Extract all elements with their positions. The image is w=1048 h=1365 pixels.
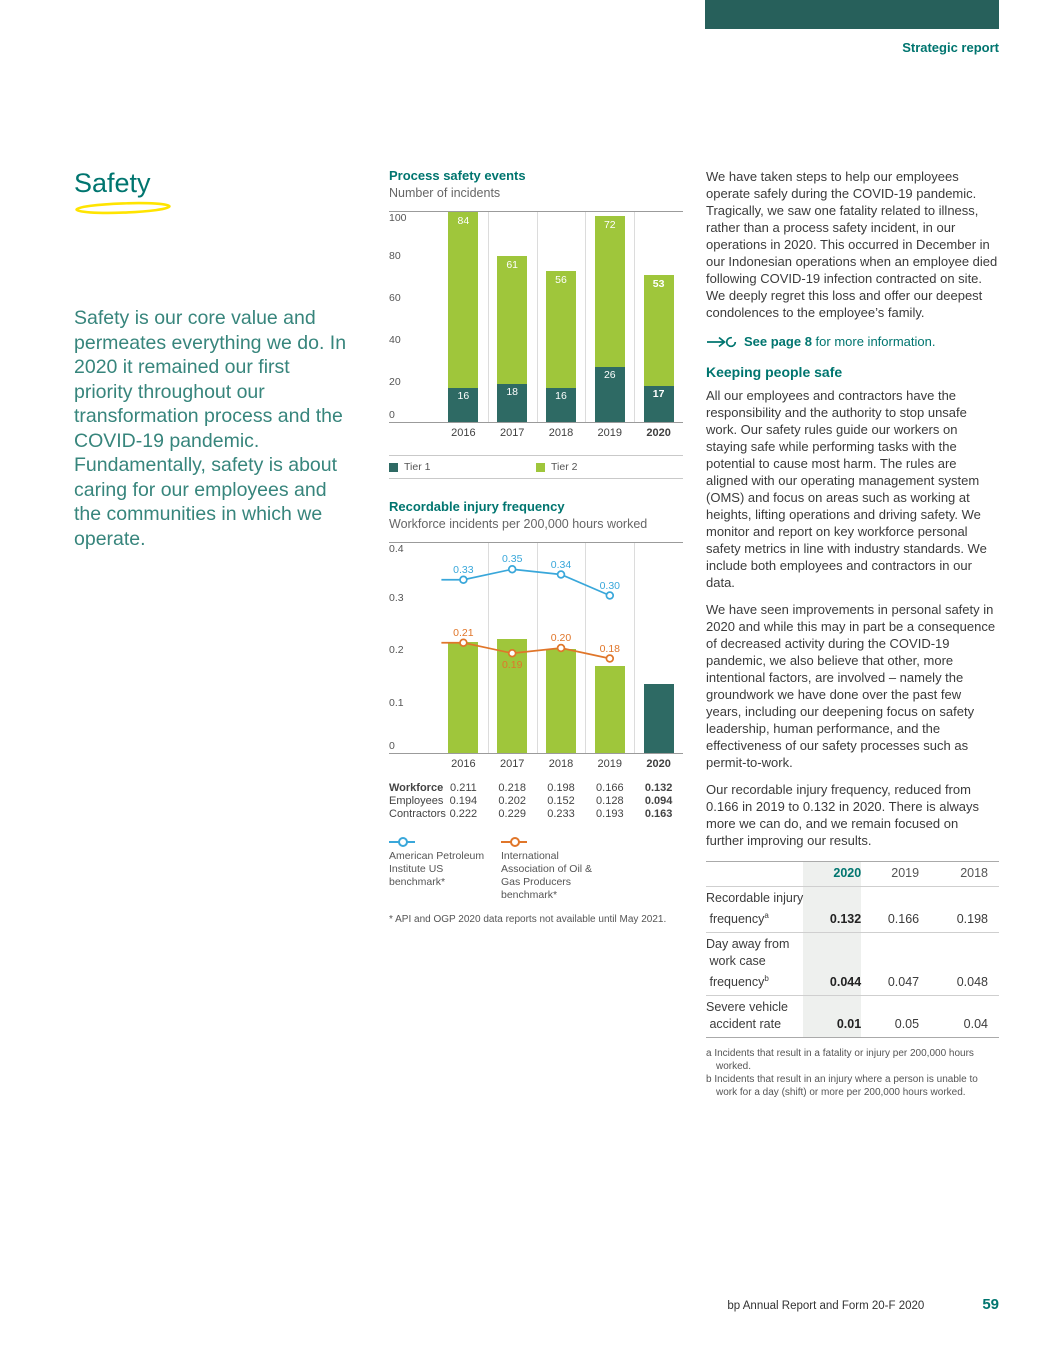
axis-tick-label: 20: [389, 376, 401, 388]
grid-line: [585, 212, 586, 422]
legend-line-marker: [389, 837, 419, 847]
row-value: 0.166: [596, 782, 624, 794]
point-value-label: 0.21: [453, 626, 474, 639]
bar-line-plot: [389, 542, 683, 754]
grid-line: [634, 212, 635, 422]
point-value-label: 0.20: [550, 632, 572, 644]
bar-value-label: 16: [457, 390, 470, 403]
metric-value: 0.01: [803, 996, 861, 1038]
grid-line: [537, 212, 538, 422]
axis-tick-label: 0.1: [389, 696, 404, 709]
legend-line-marker: [501, 837, 531, 847]
point-value-label: 0.35: [501, 553, 523, 566]
legend-swatch: [389, 463, 398, 472]
grid-line: [488, 212, 489, 422]
chart-footnote: * API and OGP 2020 data reports not available until May 2021.: [389, 914, 667, 925]
intro-lede: Safety is our core value and permeates everything we do. In 2020 it remained our first priority throughout our transformation process and the COVID-19 pandemic. Fundamentally, safety is about caring for our employees and the communities in which we operate.: [74, 307, 347, 550]
page-footer: [727, 1296, 999, 1313]
category-label: 2020: [646, 758, 671, 770]
footer-report-title: bp Annual Report and Form 20-F 2020: [727, 1300, 925, 1312]
point-value-label: 0.19: [501, 659, 523, 672]
point-value-label: 0.33: [453, 563, 474, 576]
metric-value: 0.048: [956, 975, 988, 990]
axis-tick-label: 80: [389, 250, 401, 262]
axis-tick-label: 0: [389, 740, 395, 752]
data-table-row: [389, 795, 683, 808]
row-value: 0.233: [547, 808, 575, 820]
bar-segment-tier2: [595, 216, 625, 367]
metric-value: 0.044: [803, 933, 861, 996]
section-heading: Keeping people safe: [706, 364, 843, 380]
intro-column: [74, 168, 352, 551]
process-safety-chart: [389, 168, 683, 479]
legend-label: Tier 2: [551, 461, 578, 473]
legend-label: American Petroleum Institute US benchmark*: [389, 850, 485, 888]
metric-value: 0.132: [803, 887, 861, 933]
arrow-loop-icon: [706, 334, 737, 350]
category-label: 2020: [646, 427, 671, 439]
row-value: 0.198: [547, 782, 575, 794]
axis-tick-label: 0.3: [389, 591, 404, 604]
x-axis-labels: [389, 758, 683, 773]
bar-value-label: 84: [457, 215, 470, 227]
axis-tick-label: 60: [389, 292, 401, 304]
page-title: Safety: [74, 168, 151, 198]
row-value: 0.193: [596, 808, 624, 820]
row-label: Employees: [389, 795, 444, 807]
row-value: 0.202: [498, 795, 526, 807]
metric-label: Severe vehicle accident rate: [706, 1000, 788, 1032]
metric-value: 0.198: [956, 912, 988, 927]
row-label: Workforce: [389, 782, 444, 794]
benchmark-lines: [389, 543, 683, 753]
category-label: 2017: [499, 758, 525, 770]
legend-label: International Association of Oil & Gas Producers benchmark*: [501, 850, 593, 901]
legend-swatch: [536, 463, 545, 472]
metric-label: Day away from work case frequency$^b$: [706, 937, 790, 990]
legend-dot: [510, 837, 520, 847]
chart-title: Recordable injury frequency: [389, 499, 565, 514]
legend-item: [389, 837, 489, 889]
chart-legend: [389, 455, 683, 479]
bar-segment-tier2: [448, 212, 478, 388]
row-value: 0.222: [449, 808, 478, 820]
row-value: 0.163: [644, 808, 673, 820]
chart-data-table: [389, 782, 683, 821]
body-paragraph-2: All our employees and contractors have the responsibility and the authority to stop unsafe work. Our safety rules guide our workers on staying safe while performing tasks with the potential to cause most harm. The rules are aligned with our operating management system (OMS) and focus on areas such as working at heights, lifting operations and driving safety. We monitor and report on key workforce personal safety metrics in line with industry standards. We include both employees and contractors in our data.: [706, 388, 987, 590]
chart-title: Process safety events: [389, 168, 526, 183]
bar-value-label: 16: [555, 390, 567, 403]
axis-tick-label: 0: [389, 409, 395, 421]
table-corner: [706, 862, 803, 887]
axis-tick-label: 40: [389, 334, 401, 346]
bar-segment-tier2: [644, 275, 674, 386]
metric-value: 0.047: [887, 975, 920, 990]
legend-item: [501, 837, 601, 902]
body-paragraph-1: We have taken steps to help our employees operate safely during the COVID-19 pandemic. Tragically, we saw one fatality related to illness, rather than a process safety incident, in our operations in 2020. This occurred in December in our Indonesian operations when an employee died following COVID-19 infection contracted on site. We deeply regret this loss and offer our deepest condolences to the employee’s family.: [706, 169, 998, 320]
yellow-underline-icon: [74, 200, 172, 216]
table-footnotes: [706, 1047, 999, 1099]
category-label: 2018: [548, 758, 574, 770]
legend-dot: [398, 837, 408, 847]
header-color-band: [705, 0, 999, 29]
data-table-row: [389, 782, 683, 795]
bar-value-label: 26: [603, 369, 616, 382]
row-value: 0.218: [498, 782, 526, 794]
axis-tick-label: 0.2: [389, 644, 404, 656]
row-value: 0.229: [498, 808, 526, 820]
axis-tick-label: 100: [389, 212, 407, 224]
chart-subtitle: Workforce incidents per 200,000 hours worked: [389, 517, 648, 531]
stacked-bar-plot: [389, 211, 683, 423]
row-value: 0.211: [450, 782, 477, 794]
table-footnote: b Incidents that result in an injury where a person is unable to work for a day (shift) or more per 200,000 hours worked.: [706, 1074, 978, 1099]
injury-frequency-chart: [389, 499, 683, 926]
category-label: 2016: [451, 758, 476, 770]
category-label: 2019: [597, 427, 623, 439]
row-label: Contractors: [389, 808, 446, 820]
chart-subtitle: Number of incidents: [389, 186, 501, 200]
bar-value-label: 18: [506, 386, 519, 399]
data-table-row: [389, 808, 683, 821]
article-column: [706, 168, 999, 1099]
table-year-header: 2020: [803, 862, 861, 887]
bar-segment-tier2: [497, 256, 527, 384]
see-page-link[interactable]: See page 8: [744, 334, 812, 349]
metric-label: Recordable injury frequency$^a$: [706, 891, 804, 927]
row-value: 0.194: [449, 795, 478, 807]
body-paragraph-4: Our recordable injury frequency, reduced from 0.166 in 2019 to 0.132 in 2020. There is always more we can do, and we remain focused on further improving our results.: [706, 782, 979, 848]
benchmark-legend: [389, 837, 683, 903]
metric-value: 0.166: [887, 912, 920, 927]
table-footnote: a Incidents that result in a fatality or injury per 200,000 hours worked.: [706, 1048, 974, 1073]
legend-label: Tier 1: [404, 461, 431, 473]
bar-value-label: 72: [603, 219, 616, 232]
category-label: 2016: [451, 427, 476, 439]
table-year-header: 2019: [891, 866, 920, 880]
row-value: 0.094: [644, 795, 673, 807]
table-year-header: 2018: [960, 866, 988, 880]
bar-value-label: 56: [555, 273, 567, 286]
x-axis-labels: [389, 427, 683, 442]
bar-value-label: 17: [652, 388, 665, 401]
category-label: 2019: [597, 758, 623, 770]
category-label: 2017: [499, 427, 525, 439]
page-number: 59: [982, 1296, 999, 1313]
point-value-label: 0.34: [550, 558, 572, 571]
body-paragraph-3: We have seen improvements in personal safety in 2020 and while this may in part be a consequence of decreased activity during the COVID-19 pandemic, we also believe that other, more intentional factors, are involved – namely the groundwork we have done over the past few years, including our deepening focus on safety leadership, human performance, and the effectiveness of our safety processes such as permit-to-work.: [706, 602, 996, 770]
metric-value: 0.04: [963, 1017, 988, 1032]
bar-value-label: 61: [506, 259, 519, 272]
point-value-label: 0.18: [599, 642, 621, 655]
safety-metrics-table: [706, 861, 999, 1038]
bar-value-label: 53: [652, 278, 665, 290]
row-value: 0.128: [596, 795, 624, 807]
point-value-label: 0.30: [599, 579, 621, 592]
category-label: 2018: [548, 427, 574, 439]
row-value: 0.152: [547, 795, 575, 807]
section-label: Strategic report: [902, 40, 999, 55]
metric-value: 0.05: [894, 1017, 920, 1032]
axis-tick-label: 0.4: [389, 543, 404, 555]
row-value: 0.132: [644, 782, 673, 794]
legend-item: [389, 461, 536, 473]
see-page-callout: [706, 333, 999, 350]
bar-segment-tier2: [546, 271, 576, 389]
charts-column: [389, 168, 683, 926]
see-page-text: See page 8 for more information.: [744, 334, 936, 349]
legend-item: [536, 461, 683, 473]
